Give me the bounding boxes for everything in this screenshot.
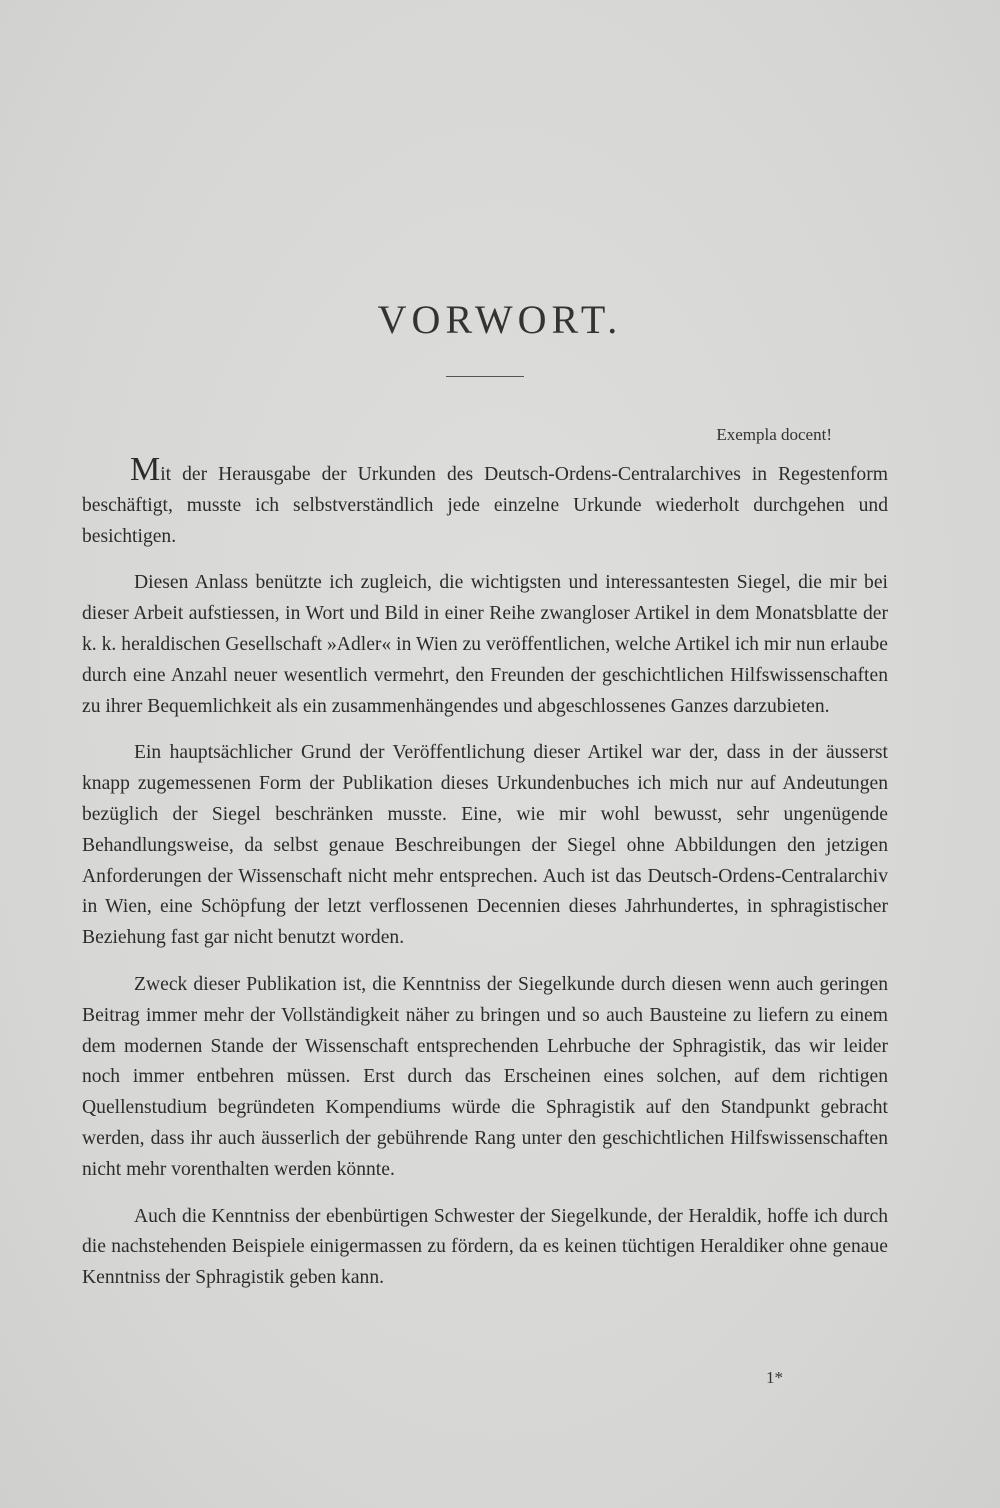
- body-text: [82, 451, 888, 1310]
- paragraph-2: Diesen Anlass benützte ich zugleich, die wichtigsten und interessantesten Siegel, die mir bei dieser Arbeit aufstiessen, in Wort und Bild in einer Reihe zwangloser Artikel in dem Monatsblatte der k. k. heraldischen Gesellschaft »Adler« in Wien zu veröffentlichen, welche Artikel ich mir nun erlaube durch eine Anzahl neuer wesentlich vermehrt, den Freunden der geschichtlichen Hilfswissenschaften zu ihrer Bequemlichkeit als ein zusammenhängendes und abgeschlossenes Ganzes darzubieten.: [82, 572, 888, 717]
- page-title: VORWORT.: [377, 297, 623, 342]
- drop-cap: M: [130, 451, 161, 488]
- paragraph-5: Auch die Kenntniss der ebenbürtigen Schwester der Siegelkunde, der Heraldik, hoffe ich durch die nachstehenden Beispiele einigermassen zu fördern, da es keinen tüchtigen Heraldiker ohne genaue Kenntniss der Sphragistik geben kann.: [82, 1205, 888, 1289]
- paragraph-3: Ein hauptsächlicher Grund der Veröffentlichung dieser Artikel war der, dass in der äusserst knapp zugemessenen Form der Publikation dieses Urkundenbuches ich mich nur auf Andeutungen bezüglich der Siegel beschränken musste. Eine, wie mir wohl bewusst, sehr ungenügende Behandlungsweise, da selbst genaue Beschreibungen der Siegel ohne Abbildungen den jetzigen Anforderungen der Wissenschaft nicht mehr entsprechen. Auch ist das Deutsch-Ordens-Centralarchiv in Wien, eine Schöpfung der letzt verflossenen Decennien dieses Jahrhundertes, in sphragistischer Beziehung fast gar nicht benutzt worden.: [82, 742, 888, 949]
- paragraph-4: Zweck dieser Publikation ist, die Kenntniss der Siegelkunde durch diesen wenn auch geringen Beitrag immer mehr der Vollständigkeit näher zu bringen und so auch Bausteine zu liefern zu einem dem modernen Stande der Wissenschaft entsprechenden Lehrbuche der Sphragistik, das wir leider noch immer entbehren müssen. Erst durch das Erscheinen eines solchen, auf dem richtigen Quellenstudium begründeten Kompendiums würde die Sphragistik auf den Standpunkt gebracht werden, dass ihr auch äusserlich der gebührende Rang unter den geschichtlichen Hilfswissenschaften nicht mehr vorenthalten werden könnte.: [82, 973, 888, 1180]
- paragraph-1-text: it der Herausgabe der Urkunden des Deutsch-Ordens-Centralarchives in Regestenform beschäftigt, musste ich selbstverständlich jede einzelne Urkunde wiederholt durchgehen und besichtigen.: [82, 464, 888, 547]
- title-divider: [446, 376, 524, 377]
- paragraph-1: [82, 451, 888, 552]
- signature-mark: 1*: [766, 1368, 783, 1387]
- motto: Exempla docent!: [716, 425, 832, 444]
